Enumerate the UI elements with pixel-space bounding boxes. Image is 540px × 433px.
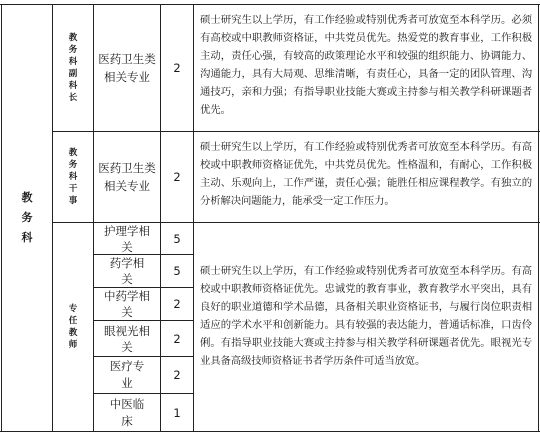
major-cell bbox=[94, 5, 160, 131]
rule-right bbox=[538, 4, 539, 432]
headcount: 2 bbox=[173, 331, 181, 346]
headcount: 2 bbox=[173, 297, 181, 311]
count-cell bbox=[161, 5, 193, 131]
headcount: 1 bbox=[173, 405, 181, 420]
requirement-cell bbox=[194, 138, 538, 222]
count-cell bbox=[161, 223, 193, 254]
position-name: 教务科干事 bbox=[68, 148, 78, 206]
headcount: 2 bbox=[173, 61, 181, 75]
headcount: 5 bbox=[173, 231, 181, 246]
major-name: 眼视光相关 bbox=[104, 323, 150, 354]
position-cell bbox=[53, 5, 93, 131]
count-cell bbox=[161, 132, 193, 222]
major-cell bbox=[94, 394, 160, 431]
count-cell bbox=[161, 321, 193, 356]
major-cell bbox=[94, 321, 160, 356]
major-cell bbox=[94, 255, 160, 287]
requirement-text: 硕士研究生以上学历，有工作经验或特别优秀者可放宽至本科学历。必须有高校或中职教师资格证，中共党员优先。热爱党的教育事业，工作积极主动，责任心强，有较高的政策理论水平和较强的组织能力、协调能力、沟通能力，具有大局观、思维清晰，有责任心，具备一定的团队管理、沟通技巧，亲和力强；有指导职业技能大赛或主持参与相关教学科研课题者优先。 bbox=[200, 14, 532, 116]
major-cell bbox=[94, 223, 160, 254]
headcount: 2 bbox=[173, 170, 181, 184]
department-cell bbox=[2, 5, 52, 431]
count-cell bbox=[161, 288, 193, 320]
headcount: 5 bbox=[173, 264, 181, 278]
count-cell bbox=[161, 357, 193, 393]
major-name: 医药卫生类相关专业 bbox=[98, 161, 156, 193]
major-name: 药学相关 bbox=[109, 256, 145, 286]
major-name: 中药学相关 bbox=[104, 289, 150, 319]
position-cell bbox=[53, 223, 93, 431]
rule-bottom bbox=[0, 431, 540, 432]
department-name: 教务科 bbox=[21, 191, 33, 244]
requirement-text: 硕士研究生以上学历，有工作经验或特别优秀者可放宽至本科学历。有高校或中职教师资格证优先。忠诚党的教育事业，教育教学水平突出，具有良好的职业道德和学术品德，具备相关职业资格证书，与履行岗位职责相适应的学术水平和创新能力。具有较强的表达能力，普通话标准，口齿伶俐。有指导职业技能大赛或主持参与相关教学科研课题者优先。眼视光专业具备高级技师资格证书者学历条件可适当放宽。 bbox=[200, 265, 532, 367]
position-cell bbox=[53, 132, 93, 222]
major-name: 中医临床 bbox=[109, 396, 145, 428]
major-name: 护理学相关 bbox=[104, 223, 150, 254]
major-name: 医药卫生类相关专业 bbox=[98, 52, 156, 84]
requirement-text: 硕士研究生以上学历，有工作经验或特别优秀者可放宽至本科学历。有高校或中职教师资格证优先，中共党员优先。性格温和，有耐心，工作积极主动、乐观向上，工作严谨，责任心强；能胜任相应课程教学。有独立的分析解决问题能力，能承受一定工作压力。 bbox=[200, 141, 532, 207]
position-name: 专任教师 bbox=[68, 304, 78, 350]
count-cell bbox=[161, 255, 193, 287]
major-name: 医疗专业 bbox=[109, 359, 145, 390]
requirement-cell bbox=[194, 11, 538, 131]
major-cell bbox=[94, 288, 160, 320]
major-cell bbox=[94, 132, 160, 222]
position-name: 教务科副科长 bbox=[68, 33, 78, 103]
count-cell bbox=[161, 394, 193, 431]
requirement-cell bbox=[194, 262, 538, 431]
headcount: 2 bbox=[173, 368, 181, 382]
major-cell bbox=[94, 357, 160, 393]
